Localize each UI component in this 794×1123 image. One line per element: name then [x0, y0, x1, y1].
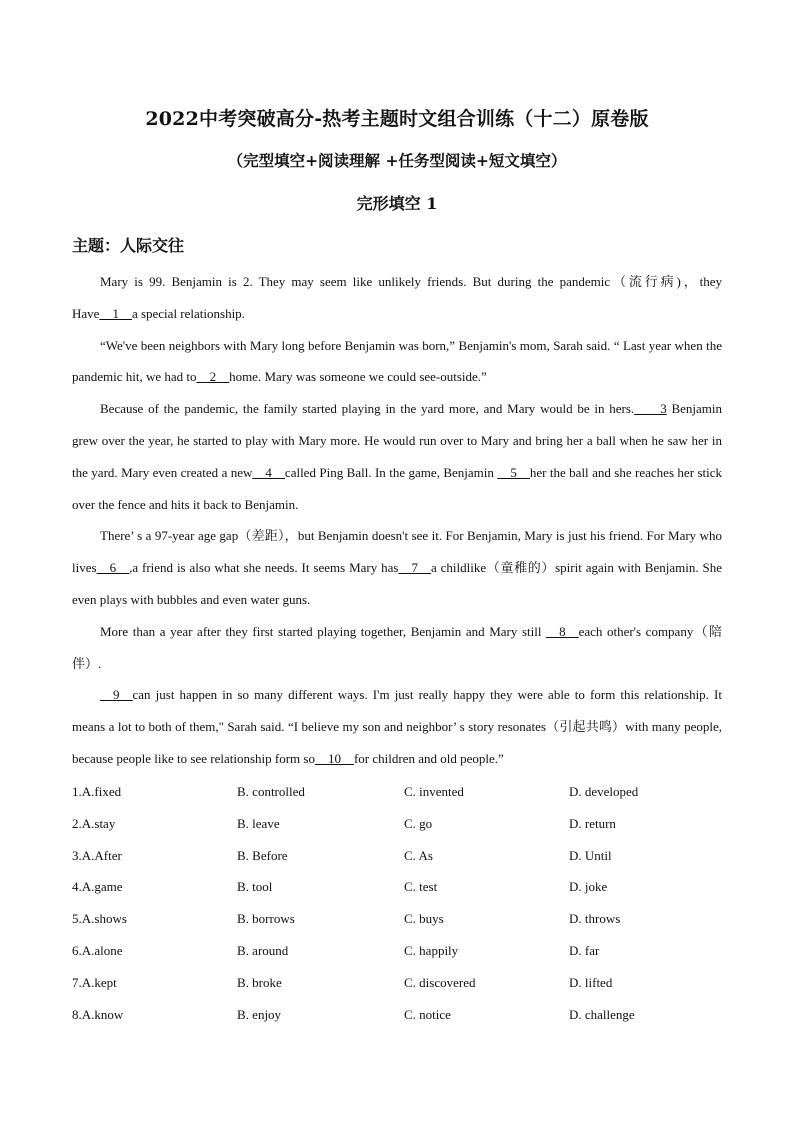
option-d: D. developed [569, 784, 639, 799]
paragraph-3: Because of the pandemic, the family started playing in the yard more, and Mary would be in hers.____3 Benjamin grew over the year, he started to play with Mary more. He would run over to Mary and bring her a ball when he saw her in the yard. Mary even created a new__4__called Ping Ball. In the game, Benjamin __5__her the ball and she reaches her stick over the fence and hits it back to Benjamin. [72, 401, 723, 512]
option-d: D. joke [569, 879, 608, 895]
option-c: C. notice [404, 1006, 451, 1022]
section-heading: 完形填空 1 [356, 194, 438, 213]
option-a: 4.A.game [72, 879, 123, 895]
blank-1: __1__ [99, 305, 132, 321]
option-c: C. invented [404, 784, 464, 799]
option-a: 7.A.kept [72, 974, 117, 990]
paragraph-5: More than a year after they first started playing together, Benjamin and Mary still __8__each other's company（陪伴）. [72, 623, 723, 671]
option-row [72, 840, 722, 872]
option-row [72, 776, 722, 808]
option-b: B. tool [237, 879, 273, 895]
blank-5: __5__ [497, 464, 530, 480]
option-row [72, 903, 722, 935]
answer-options [72, 776, 722, 1030]
blank-8: __8__ [546, 623, 579, 639]
option-c: C. test [404, 879, 438, 895]
option-b: B. controlled [237, 784, 305, 799]
paragraph-4: There’ s a 97-year age gap（差距），but Benjamin doesn't see it. For Benjamin, Mary is just his friend. For Mary who lives__6__,a friend is also what she needs. It seems Mary has__7__a childlike（童稚的）spirit again with Benjamin. She even plays with bubbles and even water guns. [72, 528, 722, 607]
blank-2: __2__ [196, 369, 230, 385]
option-a: 6.A.alone [72, 942, 123, 958]
passage [72, 266, 722, 775]
option-d: D. Until [569, 847, 612, 863]
option-b: B. borrows [237, 911, 295, 927]
option-row [72, 871, 722, 903]
blank-3: ____3 [634, 401, 667, 417]
blank-10: __10__ [314, 750, 354, 766]
option-d: D. far [569, 942, 600, 958]
paragraph-1: Mary is 99. Benjamin is 2. They may seem like unlikely friends. But during the pandemic（流行病)，they Have__1__a special relationship. [72, 274, 722, 321]
option-d: D. challenge [569, 1006, 635, 1022]
paragraph-6: __9__can just happen in so many different ways. I'm just really happy they were able to form this relationship. It means a lot to both of them," Sarah said. “I believe my son and neighbor’ s story resonates（引起共鸣）with many people, because people like to see relationship form so__10__for children and old people.” [72, 687, 722, 766]
option-a: 2.A.stay [72, 815, 116, 831]
option-c: C. As [404, 847, 433, 863]
option-c: C. happily [404, 942, 459, 958]
option-b: B. broke [237, 974, 282, 990]
blank-7: __7__ [398, 560, 431, 576]
option-c: C. buys [404, 911, 444, 927]
option-b: B. around [237, 942, 289, 958]
option-b: B. leave [237, 815, 280, 831]
option-d: D. throws [569, 911, 621, 927]
option-a: 8.A.know [72, 1006, 124, 1022]
option-c: C. go [404, 815, 433, 831]
blank-9: __9__ [100, 687, 133, 703]
option-d: D. lifted [569, 974, 613, 990]
paragraph-2: “We've been neighbors with Mary long before Benjamin was born,” Benjamin's mom, Sarah said. “ Last year when the pandemic hit, we had to__2__home. Mary was someone we could see-outside.” [72, 337, 722, 385]
option-row [72, 935, 722, 967]
option-a: 1.A.fixed [72, 784, 122, 799]
option-b: B. enjoy [237, 1006, 282, 1022]
option-row [72, 808, 722, 840]
option-a: 5.A.shows [72, 911, 127, 927]
page-subtitle: （完型填空+阅读理解 +任务型阅读+短文填空） [227, 151, 567, 170]
option-c: C. discovered [404, 974, 476, 990]
option-row [72, 967, 722, 999]
option-d: D. return [569, 815, 616, 831]
option-row [72, 999, 722, 1031]
page-title: 2022中考突破高分-热考主题时文组合训练（十二）原卷版 [145, 108, 649, 130]
option-a: 3.A.After [72, 847, 122, 863]
option-b: B. Before [237, 847, 288, 863]
blank-6: __6__ [96, 560, 130, 576]
topic-heading: 主题：人际交往 [72, 236, 185, 255]
blank-4: __4__ [252, 464, 285, 480]
